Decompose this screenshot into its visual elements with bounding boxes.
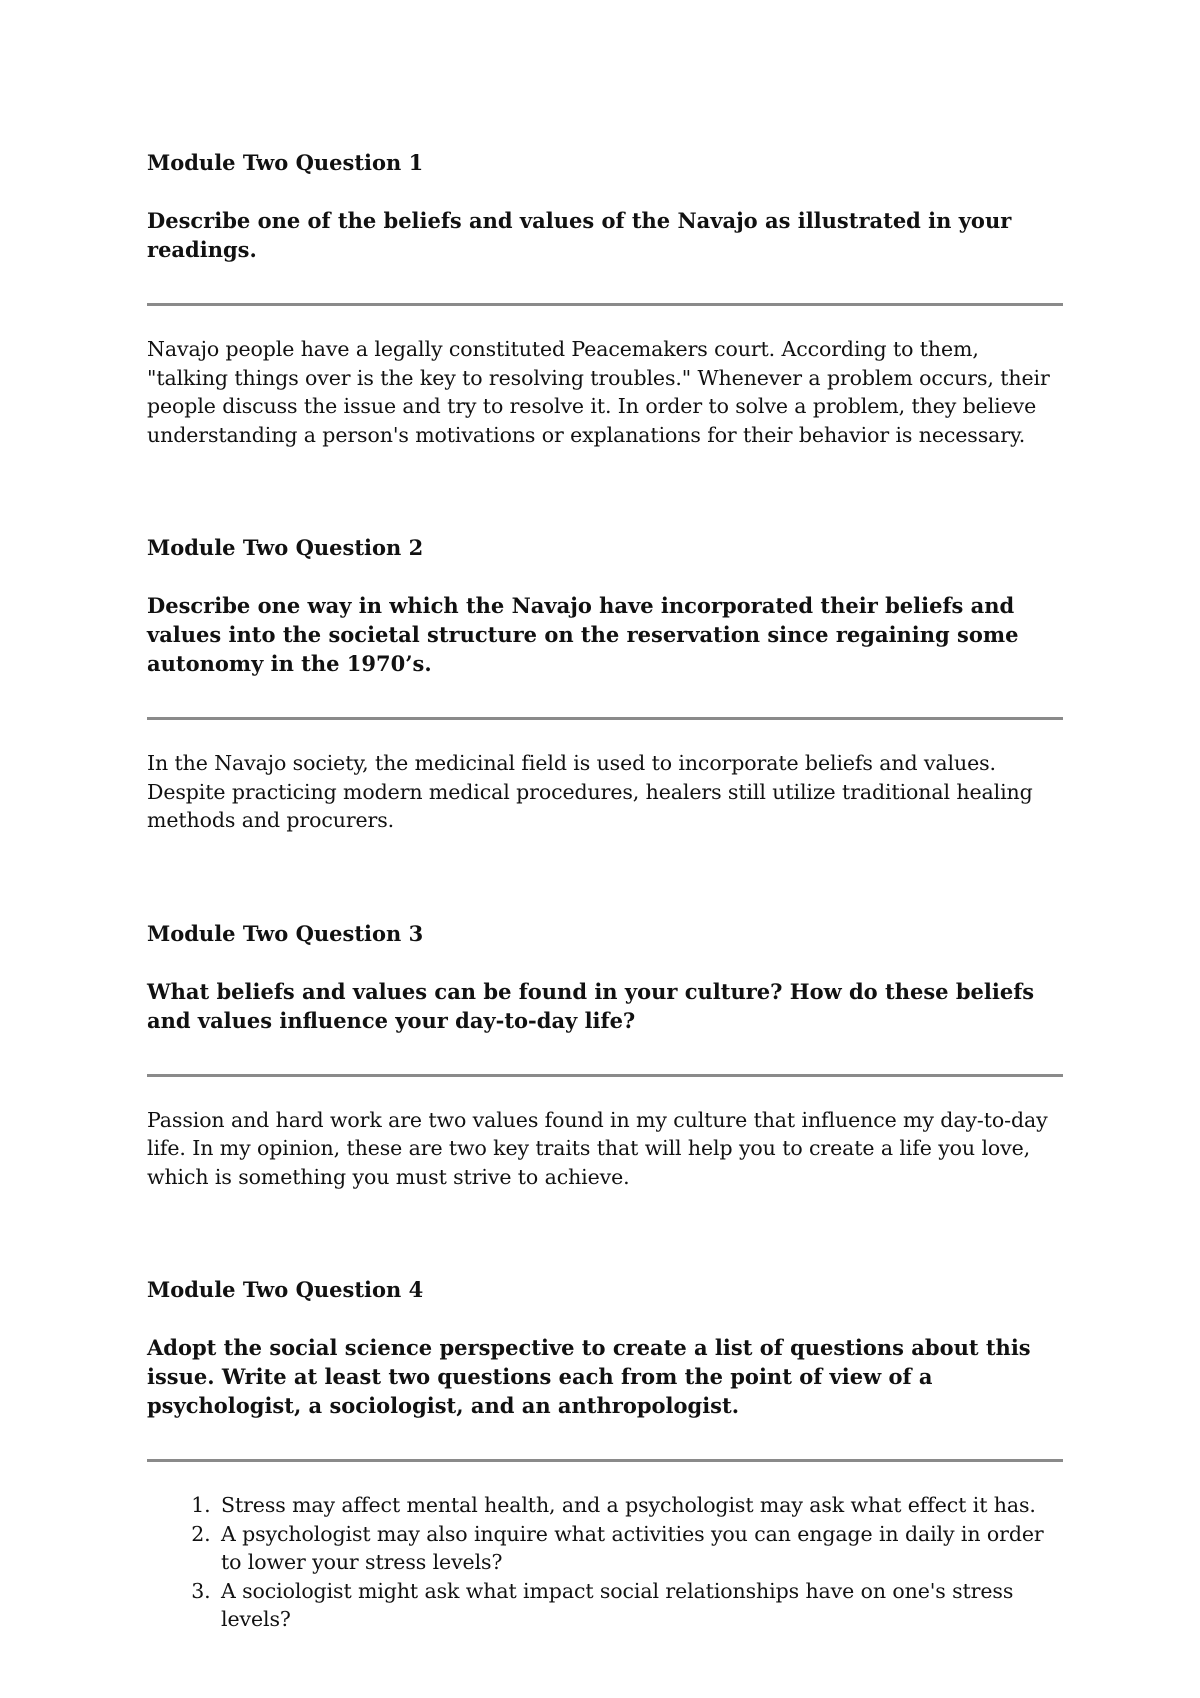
question-section-2 bbox=[147, 533, 1063, 835]
list-item: 1. Stress may affect mental health, and a psychologist may ask what effect it has. bbox=[217, 1491, 1063, 1520]
answer-text: In the Navajo society, the medicinal field is used to incorporate beliefs and values. Despite practicing modern medical procedures, healers still utilize traditional healing methods and procurers. bbox=[147, 751, 1033, 832]
section-heading: Module Two Question 3 bbox=[147, 920, 424, 946]
list-item: 2. A psychologist may also inquire what activities you can engage in daily in order to lower your stress levels? bbox=[217, 1520, 1063, 1577]
divider-rule bbox=[147, 1459, 1063, 1462]
question-text: Describe one way in which the Navajo have incorporated their beliefs and values into the societal structure on the reservation since regaining some autonomy in the 1970’s. bbox=[147, 593, 1019, 676]
question-text: What beliefs and values can be found in your culture? How do these beliefs and values influence your day-to-day life? bbox=[147, 978, 1035, 1033]
divider-rule bbox=[147, 303, 1063, 306]
document-page bbox=[147, 148, 1063, 1634]
question-section-3 bbox=[147, 919, 1063, 1192]
section-heading: Module Two Question 1 bbox=[147, 150, 424, 175]
divider-rule bbox=[147, 1074, 1063, 1077]
question-section-4 bbox=[147, 1275, 1063, 1634]
divider-rule bbox=[147, 717, 1063, 720]
section-heading: Module Two Question 2 bbox=[147, 535, 424, 560]
question-section-1 bbox=[147, 148, 1063, 449]
answer-text: Passion and hard work are two values found in my culture that influence my day-to-day life. In my opinion, these are two key traits that will help you to create a life you love, which is something you must strive to achieve. bbox=[147, 1107, 1048, 1189]
question-text: Adopt the social science perspective to create a list of questions about this issue. Write at least two questions each from the point of view of a psychologist, a sociologist, and an anthropologist. bbox=[147, 1335, 1031, 1418]
question-text: Describe one of the beliefs and values of the Navajo as illustrated in your readings. bbox=[147, 208, 1012, 262]
section-heading: Module Two Question 4 bbox=[147, 1277, 424, 1302]
answer-text: Navajo people have a legally constituted Peacemakers court. According to them, "talking things over is the key to resolving troubles." Whenever a problem occurs, their people discuss the issue and try to resolve it. In order to solve a problem, they believe understanding a person's motivations or explanations for their behavior is necessary. bbox=[147, 337, 1050, 447]
list-item: 3. A sociologist might ask what impact social relationships have on one's stress levels? bbox=[217, 1577, 1063, 1634]
answer-list bbox=[147, 1491, 1063, 1634]
